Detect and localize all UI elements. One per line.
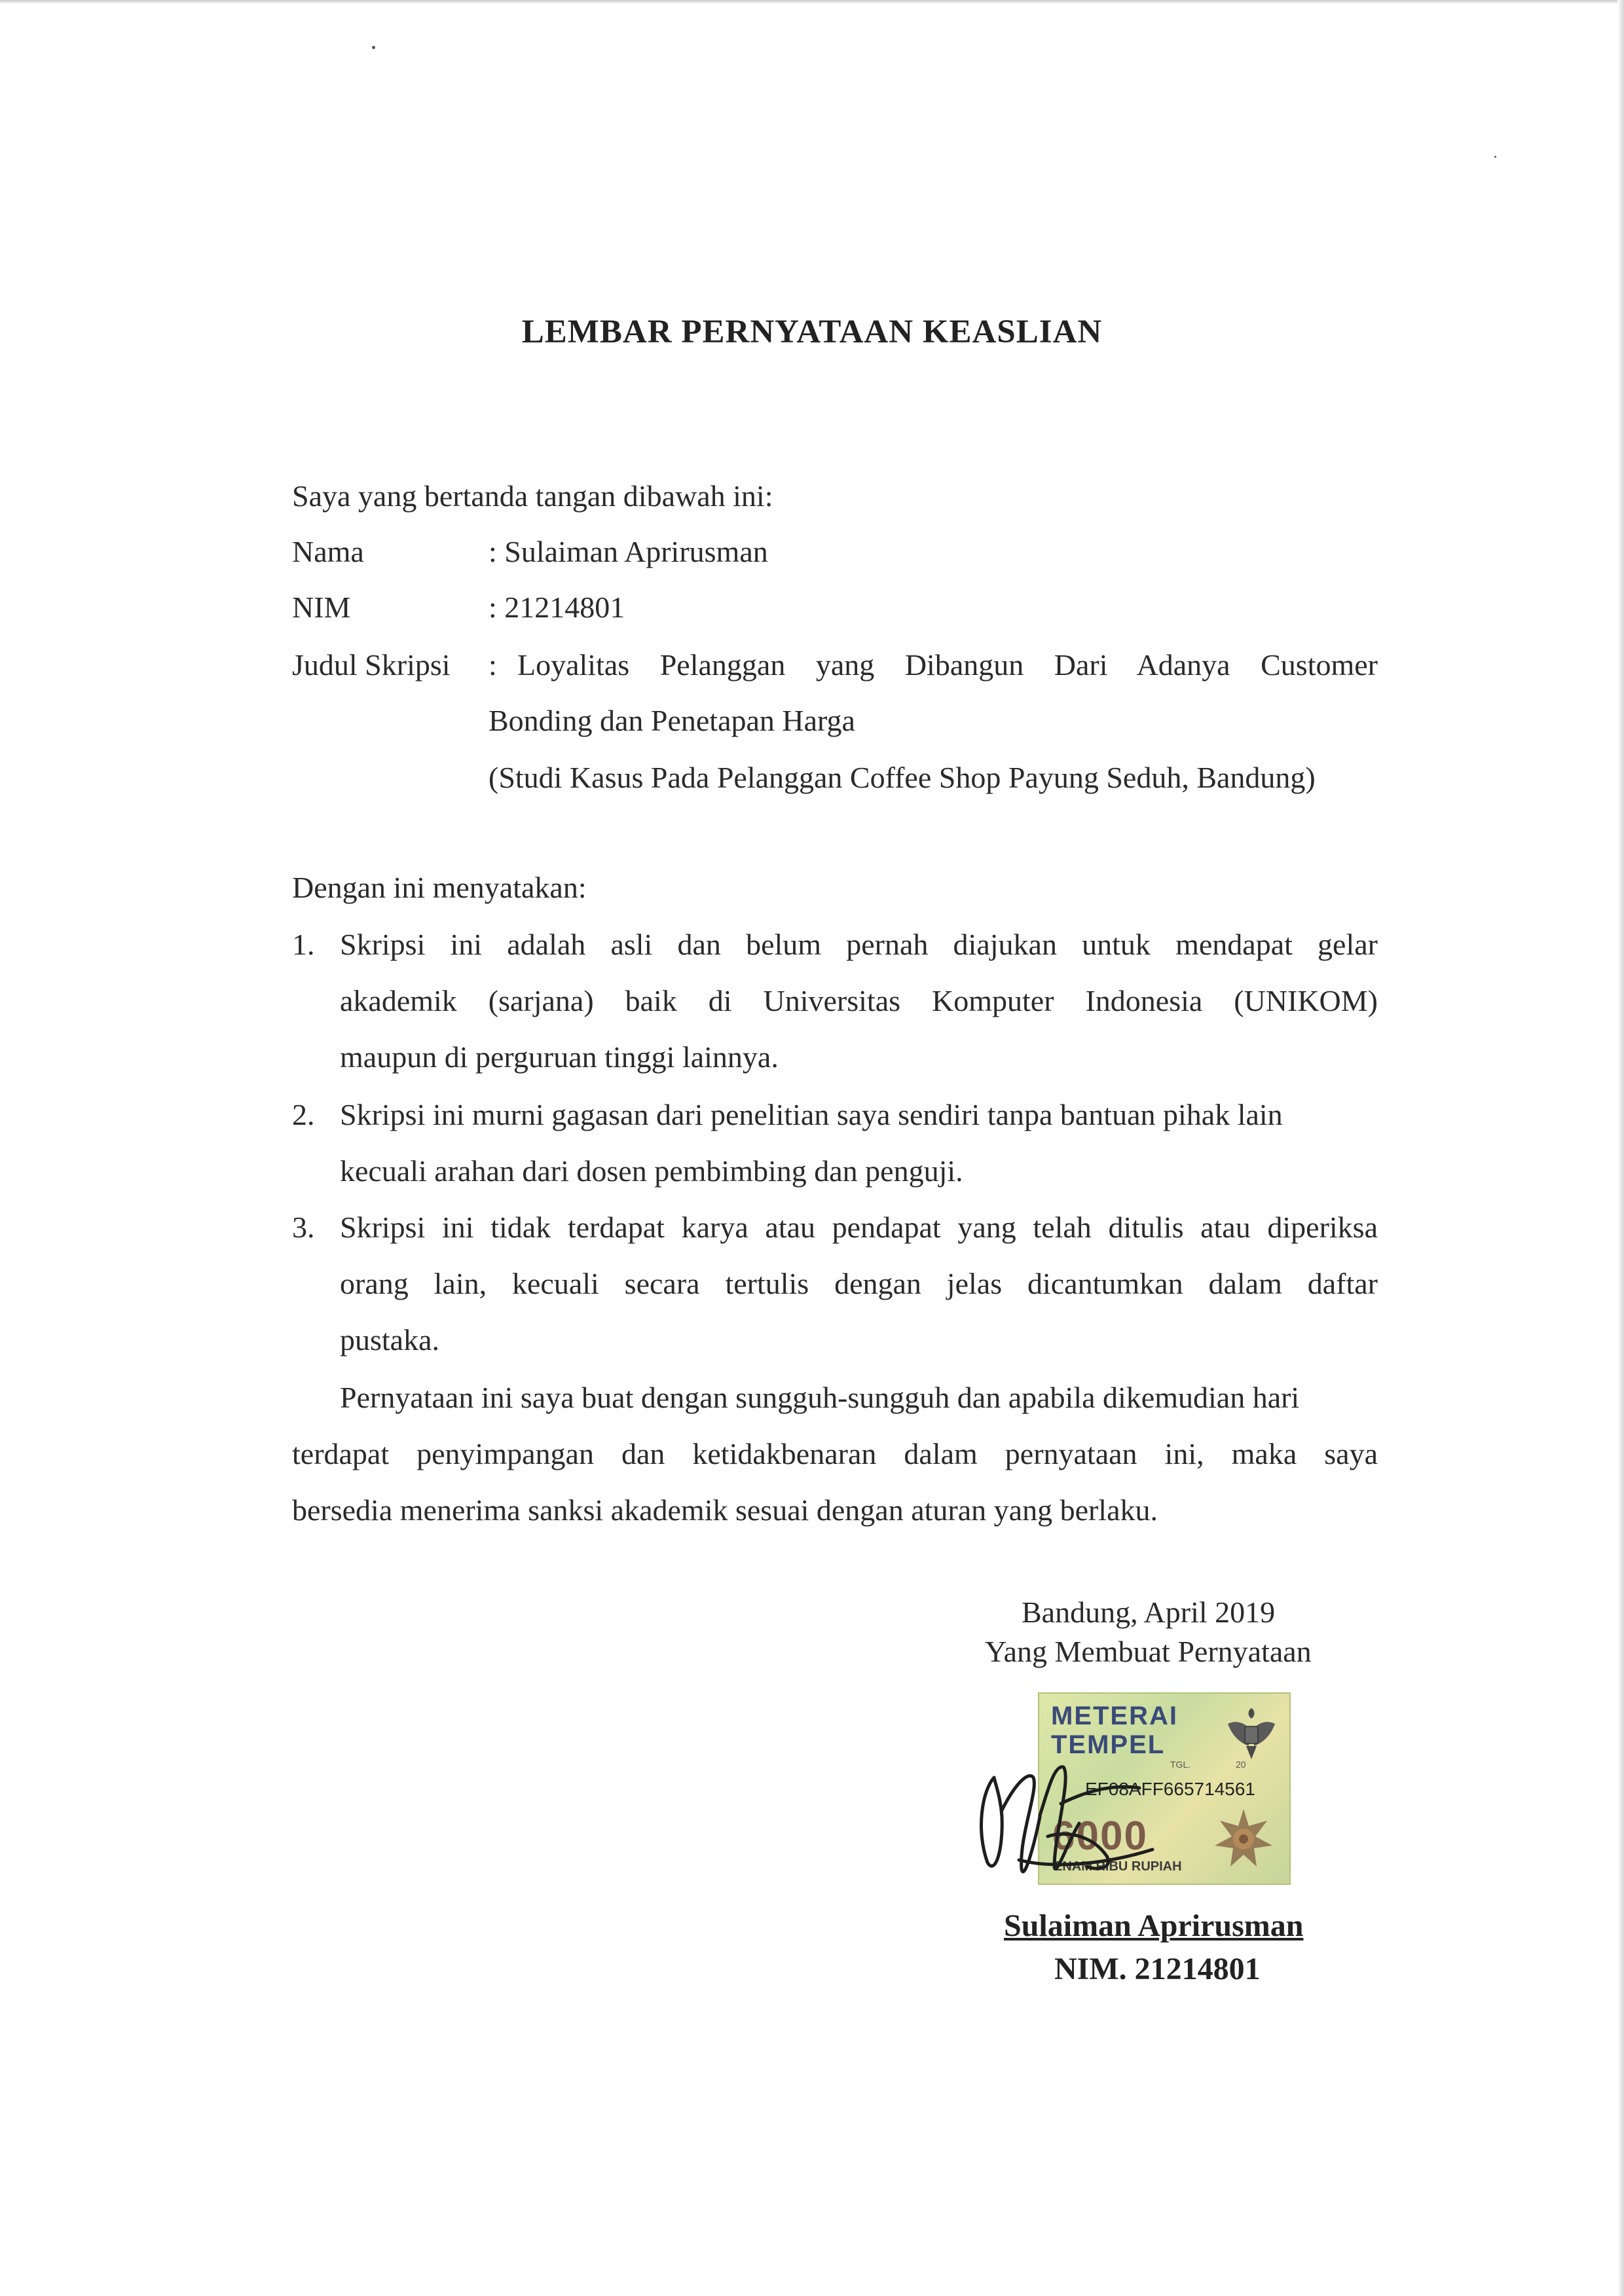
judul-line-2: Bonding dan Penetapan Harga [489, 704, 855, 737]
statement-number: 3. [292, 1211, 315, 1244]
judul-colon: : [489, 648, 497, 682]
stamp-title: METERAI TEMPEL [1051, 1702, 1178, 1759]
statement-line: Skripsi ini tidak terdapat karya atau pendapat yang telah ditulis atau diperiksa [340, 1211, 1378, 1244]
scan-speck [372, 46, 375, 49]
scan-edge-top [0, 0, 1624, 4]
stamp-serial: EF08AFF665714561 [1085, 1779, 1255, 1799]
stamp-year: 20 [1236, 1759, 1246, 1770]
statement-line: maupun di perguruan tinggi lainnya. [340, 1040, 779, 1074]
judul-label: Judul Skripsi [292, 648, 451, 682]
judul-line-3: (Studi Kasus Pada Pelanggan Coffee Shop Payung Seduh, Bandung) [489, 761, 1316, 794]
judul-line-1: Loyalitas Pelanggan yang Dibangun Dari Adanya Customer [517, 648, 1378, 682]
nama-label: Nama [292, 535, 364, 568]
scan-speck [1494, 156, 1496, 158]
statement-line: orang lain, kecuali secara tertulis dengan jelas dicantumkan dalam daftar [340, 1267, 1378, 1300]
statement-line: Skripsi ini murni gagasan dari penelitian saya sendiri tanpa bantuan pihak lain [340, 1098, 1283, 1131]
signer-name: Sulaiman Aprirusman [1004, 1908, 1304, 1943]
nama-value: : Sulaiman Aprirusman [489, 535, 768, 568]
stamp-value: 6000 [1052, 1813, 1148, 1859]
closing-line: bersedia menerima sanksi akademik sesuai dengan aturan yang berlaku. [292, 1493, 1158, 1527]
statement-line: akademik (sarjana) baik di Universitas Komputer Indonesia (UNIKOM) [340, 984, 1378, 1017]
statement-line: Skripsi ini adalah asli dan belum pernah diajukan untuk mendapat gelar [340, 928, 1378, 961]
statement-number: 1. [292, 928, 315, 961]
nim-value: : 21214801 [489, 591, 625, 624]
stamp-tgl: TGL. [1170, 1759, 1191, 1770]
stamp-value-words: ENAM RIBU RUPIAH [1054, 1859, 1182, 1874]
maker-label: Yang Membuat Pernyataan [985, 1635, 1312, 1668]
closing-line: Pernyataan ini saya buat dengan sungguh-sungguh dan apabila dikemudian hari [340, 1381, 1300, 1414]
document-title: LEMBAR PERNYATAAN KEASLIAN [521, 314, 1103, 350]
closing-line: terdapat penyimpangan dan ketidakbenaran dalam pernyataan ini, maka saya [292, 1437, 1378, 1470]
nim-label: NIM [292, 591, 351, 624]
signature-scribble [956, 1738, 1257, 1889]
intro-text: Saya yang bertanda tangan dibawah ini: [292, 479, 773, 513]
signer-nim: NIM. 21214801 [1054, 1952, 1261, 1986]
statement-line: kecuali arahan dari dosen pembimbing dan penguji. [340, 1154, 963, 1188]
place-date: Bandung, April 2019 [1022, 1595, 1276, 1629]
statement-intro: Dengan ini menyatakan: [292, 871, 587, 904]
statement-line: pustaka. [340, 1323, 440, 1357]
statement-number: 2. [292, 1098, 315, 1131]
